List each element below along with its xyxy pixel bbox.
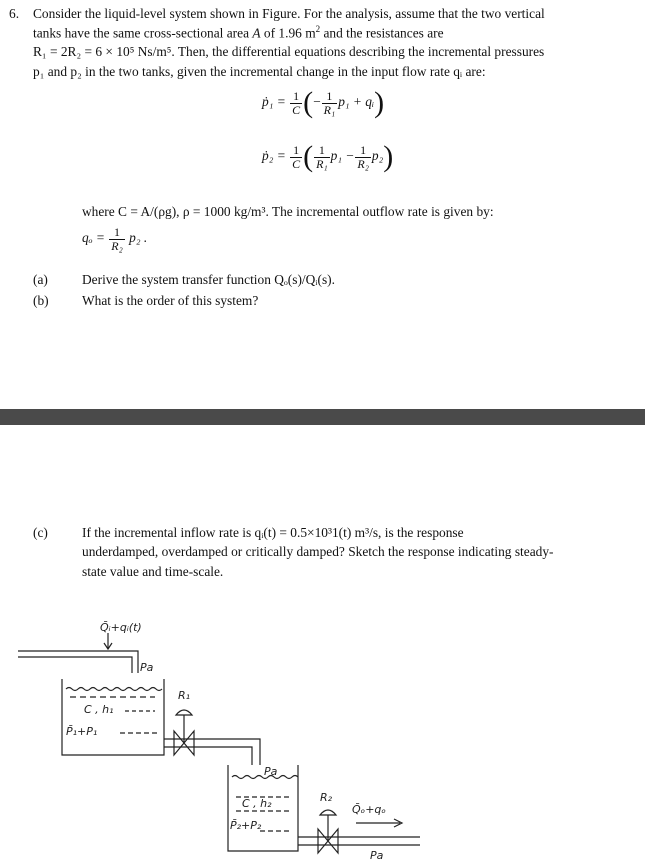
part-c-line-1: If the incremental inflow rate is qᵢ(t) = 0.5×10³1(t) m³/s, is the response [82, 525, 464, 540]
part-a-text: Derive the system transfer function Qₒ(s)/Qᵢ(s). [82, 272, 335, 287]
valve-r2-handle [320, 810, 336, 815]
part-b-label: (b) [33, 293, 49, 308]
question-number: 6. [9, 6, 20, 21]
outflow-label: Q̄ₒ+qₒ [352, 803, 386, 816]
part-b-text: What is the order of this system? [82, 293, 259, 308]
tank-1-pa-label: Pa [140, 661, 154, 674]
tank-2-pa-label: Pa [264, 765, 278, 778]
valve-r2-label: R₂ [320, 791, 333, 804]
part-a-label: (a) [33, 272, 48, 287]
connecting-pipe-top [164, 739, 260, 765]
connecting-pipe-bottom [164, 747, 252, 765]
two-tank-figure [0, 615, 645, 862]
question-line-4: p₁ and p₂ in the two tanks, given the incremental change in the input flow rate qᵢ are: [33, 64, 486, 79]
page-separator-band [0, 409, 645, 425]
where-line: where C = A/(ρg), ρ = 1000 kg/m³. The incremental outflow rate is given by: [82, 204, 494, 219]
valve-r1-label: R₁ [178, 689, 191, 702]
tank-1-p1-label: P̄₁+P₁ [66, 725, 98, 738]
equation-qo: qₒ = $\frac{1}{\text{R₂}}$ p₂ . [82, 225, 148, 253]
part-c-line-2: underdamped, overdamped or critically damped? Sketch the response indicating steady- [82, 544, 554, 559]
question-line-3: R₁ = 2R₂ = 6 × 10⁵ Ns/m⁵. Then, the differential equations describing the incremental pressures [33, 44, 545, 59]
equation-p1-dot: ṗ₁ = $\frac{1}{C}$ (− $\frac{1}{\text{R₁}}$ p₁ + qᵢ) [262, 86, 385, 119]
inflow-label: Q̄ᵢ+qᵢ(t) [100, 621, 142, 634]
part-c-label: (c) [33, 525, 48, 540]
tank-2-p2-label: P̄₂+P₂ [230, 819, 262, 832]
question-line-2: tanks have the same cross-sectional area A of 1.96 $m^2$ and the resistances are [33, 24, 444, 41]
question-line-1: Consider the liquid-level system shown in Figure. For the analysis, assume that the two vertical [33, 6, 545, 21]
outflow-pa-label: Pa [370, 849, 384, 862]
tank-1-water-surface [66, 688, 162, 691]
valve-r1-handle [176, 710, 192, 715]
inflow-pipe-top [18, 651, 138, 673]
equation-p2-dot: ṗ₂ = $\frac{1}{C}$ ( $\frac{1}{\text{R₁}}$ p₁ − $\frac{1}{\text{R₂}}$ p₂) [262, 140, 394, 173]
tank-1-c-h1-label: C , h₁ [84, 703, 114, 716]
tank-2-c-h2-label: C , h₂ [242, 797, 272, 810]
inflow-pipe [18, 657, 132, 673]
part-c-line-3: state value and time-scale. [82, 564, 224, 579]
